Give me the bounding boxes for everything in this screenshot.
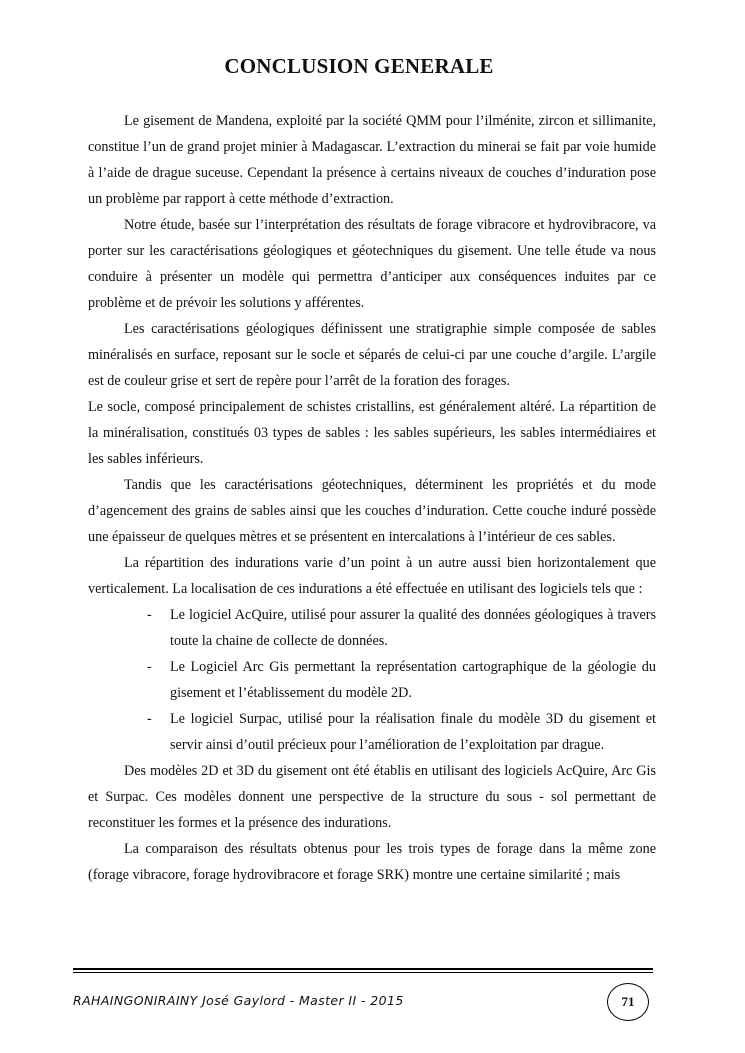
document-body (88, 108, 656, 888)
page-number: 71 (607, 983, 649, 1021)
list-item-text: Le logiciel Surpac, utilisé pour la réalisation finale du modèle 3D du gisement et servir ainsi d’outil précieux pour l’amélioration de l’exploitation par drague. (170, 711, 656, 753)
paragraph: Le socle, composé principalement de schistes cristallins, est généralement altéré. La répartition de la minéralisation, constitués 03 types de sables : les sables supérieurs, les sables intermédiaires et les sables inférieurs. (88, 399, 656, 467)
list-item (147, 602, 656, 654)
paragraphs-before-list (88, 108, 656, 602)
list-bullet: - (147, 607, 152, 623)
paragraphs-after-list (88, 758, 656, 888)
list-bullet: - (147, 659, 152, 675)
paragraph: Les caractérisations géologiques définissent une stratigraphie simple composée de sables minéralisés en surface, reposant sur le socle et séparés de celui-ci par une couche d’argile. L’argile est de couleur grise et sert de repère pour l’arrêt de la foration des forages. (88, 321, 656, 389)
paragraph: La répartition des indurations varie d’un point à un autre aussi bien horizontalement que verticalement. La localisation de ces indurations a été effectuée en utilisant des logiciels tels que : (88, 555, 656, 597)
paragraph: Notre étude, basée sur l’interprétation des résultats de forage vibracore et hydrovibracore, va porter sur les caractérisations géologiques et géotechniques du gisement. Une telle étude va nous conduire à présenter un modèle qui permettra d’anticiper aux conséquences induites par ce problème et de prévoir les solutions y afférentes. (88, 217, 656, 311)
paragraph: La comparaison des résultats obtenus pour les trois types de forage dans la même zone (forage vibracore, forage hydrovibracore et forage SRK) montre une certaine similarité ; mais (88, 841, 656, 883)
list-bullet: - (147, 711, 152, 727)
list-item-text: Le logiciel AcQuire, utilisé pour assurer la qualité des données géologiques à travers toute la chaine de collecte de données. (170, 607, 656, 649)
list-item-text: Le Logiciel Arc Gis permettant la représentation cartographique de la géologie du gisement et l’établissement du modèle 2D. (170, 659, 656, 701)
page-title: CONCLUSION GENERALE (224, 54, 494, 78)
footer-divider-thin (73, 972, 653, 973)
footer-divider (73, 968, 653, 970)
list-item (147, 706, 656, 758)
paragraph: Le gisement de Mandena, exploité par la société QMM pour l’ilménite, zircon et sillimanite, constitue l’un de grand projet minier à Madagascar. L’extraction du minerai se fait par voie humide à l’aide de drague suceuse. Cependant la présence à certains niveaux de couches d’induration pose un problème par rapport à cette méthode d’extraction. (88, 113, 656, 207)
software-list (88, 602, 656, 758)
paragraph: Tandis que les caractérisations géotechniques, déterminent les propriétés et du mode d’agencement des grains de sables ainsi que les couches d’induration. Cette couche induré possède une épaisseur de quelques mètres et se présentent en intercalations à l’intérieur de ces sables. (88, 477, 656, 545)
footer-author: RAHAINGONIRAINY José Gaylord - Master II - 2015 (73, 993, 404, 1008)
paragraph: Des modèles 2D et 3D du gisement ont été établis en utilisant des logiciels AcQuire, Arc Gis et Surpac. Ces modèles donnent une perspective de la structure du sous - sol permettant de reconstituer les formes et la présence des indurations. (88, 763, 656, 831)
list-item (147, 654, 656, 706)
